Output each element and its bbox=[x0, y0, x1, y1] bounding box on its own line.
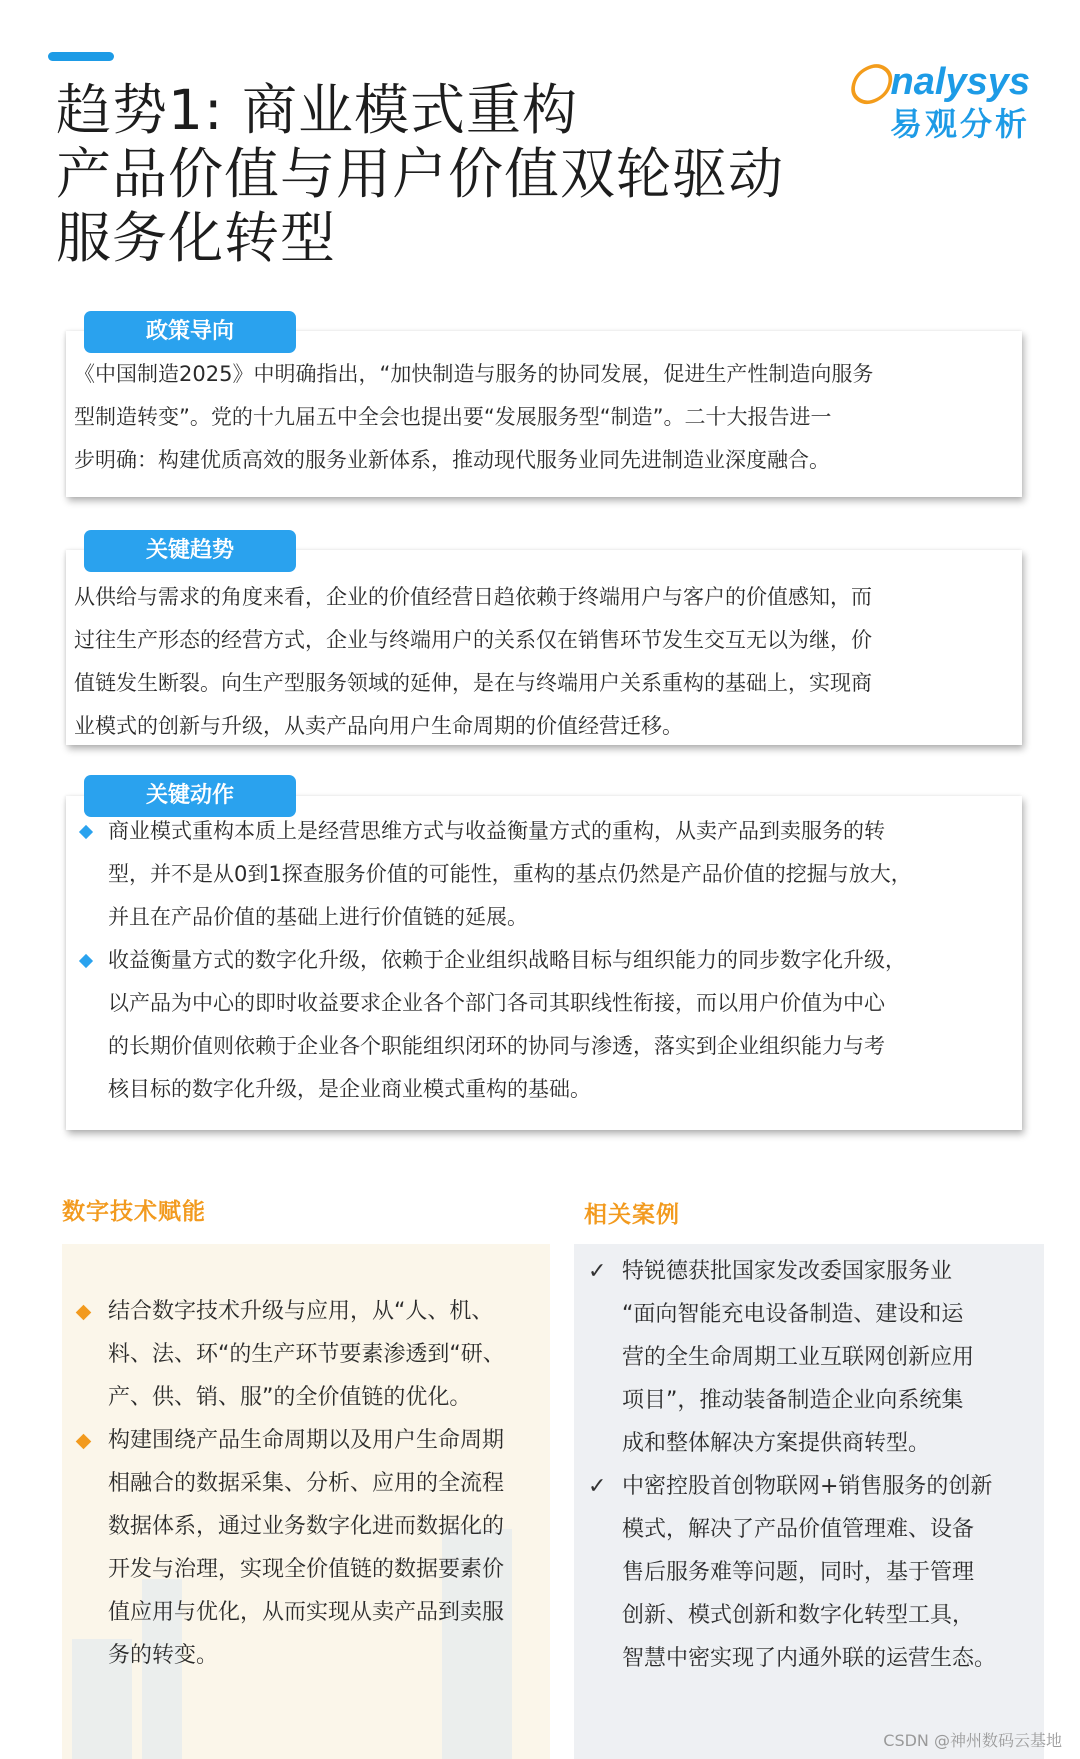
policy-line: 型制造转变”。党的十九届五中全会也提出要“发展服务型“制造”。二十大报告进一 bbox=[74, 405, 832, 429]
trend-line: 值链发生断裂。向生产型服务领域的延伸，是在与终端用户关系重构的基础上，实现商 bbox=[74, 671, 872, 695]
title-accent-bar bbox=[48, 52, 114, 61]
policy-line: 《中国制造2025》中明确指出，“加快制造与服务的协同发展，促进生产性制造向服务 bbox=[74, 362, 874, 386]
action-tag: 关键动作 bbox=[84, 775, 296, 817]
trend-line: 过往生产形态的经营方式，企业与终端用户的关系仅在销售环节发生交互无以为继，价 bbox=[74, 628, 872, 652]
logo-cn-name: 易观分析 bbox=[889, 105, 1030, 143]
analysys-logo bbox=[830, 60, 1030, 144]
title-line-2: 产品价值与用户价值双轮驱动 bbox=[56, 142, 785, 206]
policy-card bbox=[66, 331, 1022, 497]
case-item: ✓ 特锐德获批国家发改委国家服务业 “面向智能充电设备制造、建设和运 营的全生命周期工业互联网创新应用 项目”，推动装备制造企业向系统集 成和整体解决方案提供商转型。 bbox=[580, 1250, 1036, 1465]
digital-section-label: 数字技术赋能 bbox=[62, 1199, 206, 1225]
diamond-bullet-icon bbox=[76, 1434, 92, 1450]
policy-line: 步明确：构建优质高效的服务业新体系，推动现代服务业同先进制造业深度融合。 bbox=[74, 448, 830, 472]
check-icon: ✓ bbox=[588, 1259, 607, 1284]
trend-card bbox=[66, 550, 1022, 745]
digital-panel bbox=[62, 1244, 550, 1759]
diamond-bullet-icon bbox=[79, 954, 93, 968]
action-card bbox=[66, 796, 1022, 1130]
check-icon: ✓ bbox=[588, 1474, 607, 1499]
trend-tag: 关键趋势 bbox=[84, 530, 296, 572]
logo-ring-icon: ◯ bbox=[848, 61, 891, 103]
case-item: ✓ 中密控股首创物联网+销售服务的创新 模式，解决了产品价值管理难、设备 售后服务难等问题，同时，基于管理 创新、模式创新和数字化转型工具， 智慧中密实现了内通外联的运营生态。 bbox=[580, 1465, 1036, 1680]
title-line-1: 趋势1: 商业模式重构 bbox=[56, 78, 579, 142]
digital-bullet: 构建围绕产品生命周期以及用户生命周期 相融合的数据采集、分析、应用的全流程 数据体系，通过业务数字化进而数据化的 开发与治理，实现全价值链的数据要素价 值应用与优化，从而实现从卖产品到卖服 务的转变。 bbox=[70, 1419, 538, 1677]
cases-list bbox=[580, 1250, 1036, 1680]
digital-bullets bbox=[70, 1290, 538, 1677]
trend-line: 业模式的创新与升级，从卖产品向用户生命周期的价值经营迁移。 bbox=[74, 714, 683, 738]
page-title bbox=[56, 78, 836, 270]
diamond-bullet-icon bbox=[76, 1305, 92, 1321]
logo-wordmark: ◯nalysys bbox=[848, 61, 1030, 103]
cases-section-label: 相关案例 bbox=[584, 1202, 680, 1228]
diamond-bullet-icon bbox=[79, 825, 93, 839]
digital-bullet: 结合数字技术升级与应用，从“人、机、 料、法、环“的生产环节要素渗透到“研、 产、供、销、服”的全价值链的优化。 bbox=[70, 1290, 538, 1419]
csdn-watermark: CSDN @神州数码云基地 bbox=[883, 1731, 1062, 1750]
title-line-3: 服务化转型 bbox=[56, 206, 337, 270]
trend-line: 从供给与需求的角度来看，企业的价值经营日趋依赖于终端用户与客户的价值感知，而 bbox=[74, 585, 872, 609]
action-bullet: 商业模式重构本质上是经营思维方式与收益衡量方式的重构，从卖产品到卖服务的转 型，并不是从0到1探查服务价值的可能性，重构的基点仍然是产品价值的挖掘与放大， 并且在产品价值的基础上进行价值链的延展。 bbox=[76, 810, 1010, 939]
policy-tag: 政策导向 bbox=[84, 311, 296, 353]
action-bullet: 收益衡量方式的数字化升级，依赖于企业组织战略目标与组织能力的同步数字化升级， 以产品为中心的即时收益要求企业各个部门各司其职线性衔接，而以用户价值为中心 的长期价值则依赖于企业各个职能组织闭环的协同与渗透，落实到企业组织能力与考 核目标的数字化升级，是企业商业模式重构的基础。 bbox=[76, 939, 1010, 1111]
cases-panel bbox=[574, 1244, 1044, 1759]
